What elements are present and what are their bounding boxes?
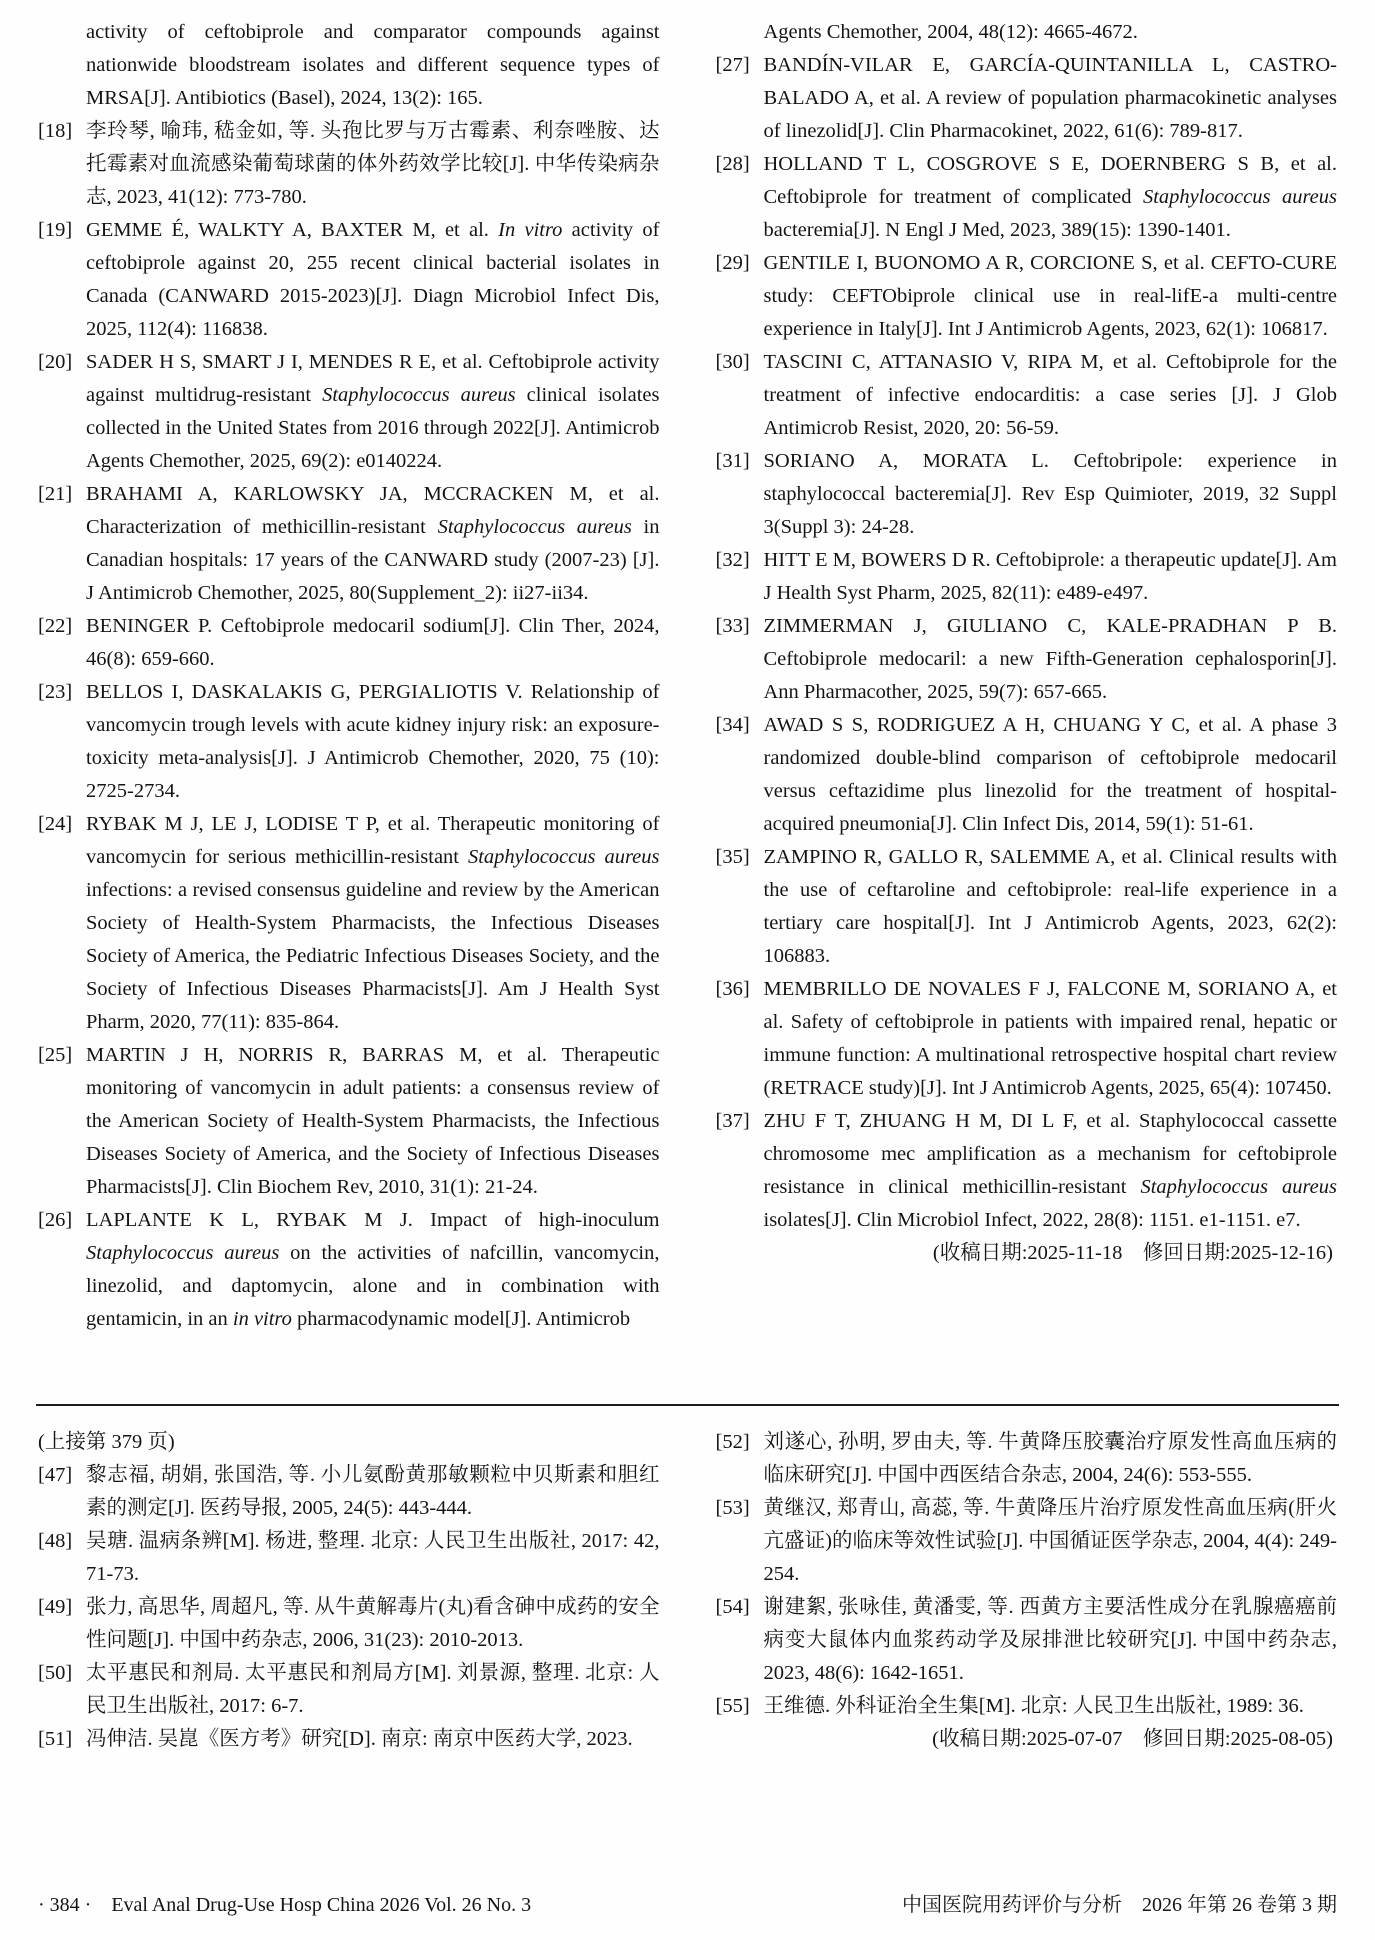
reference-item xyxy=(716,1690,1338,1723)
reference-number: [28] xyxy=(715,153,750,175)
bottom-right-column xyxy=(716,1426,1338,1756)
reference-number: [18] xyxy=(38,120,73,142)
reference-item xyxy=(716,16,1338,49)
reference-item xyxy=(38,478,660,610)
reference-text: 太平惠民和剂局. 太平惠民和剂局方[M]. 刘景源, 整理. 北京: 人民卫生出版社, 2017: 6-7. xyxy=(86,1662,660,1717)
reference-text: HOLLAND T L, COSGROVE S E, DOERNBERG S B, et al. Ceftobiprole for treatment of complicated Staphylococcus aureus bacteremia[J]. N Engl J Med, 2023, 389(15): 1390-1401. xyxy=(763,153,1337,241)
bottom-left-column xyxy=(38,1426,660,1756)
reference-item xyxy=(716,148,1338,247)
reference-item xyxy=(716,445,1338,544)
reference-item xyxy=(716,709,1338,841)
reference-number: [55] xyxy=(715,1695,750,1717)
reference-number: [22] xyxy=(38,615,73,637)
reference-text: HITT E M, BOWERS D R. Ceftobiprole: a therapeutic update[J]. Am J Health Syst Pharm, 2025, 82(11): e489-e497. xyxy=(763,549,1337,604)
reference-item xyxy=(38,115,660,214)
footer-page-number-journal-en: · 384 · Eval Anal Drug-Use Hosp China 2026 Vol. 26 No. 3 xyxy=(38,1894,532,1916)
reference-text: ZHU F T, ZHUANG H M, DI L F, et al. Staphylococcal cassette chromosome mec amplification as a mechanism for ceftobiprole resistance in clinical methicillin-resistant Staphylococcus aureus isolates[J]. Clin Microbiol Infect, 2022, 28(8): 1151. e1-1151. e7. xyxy=(763,1110,1338,1231)
reference-number: [53] xyxy=(715,1497,750,1519)
received-revised-date-note: (收稿日期:2025-07-07 修回日期:2025-08-05) xyxy=(932,1728,1333,1750)
reference-item xyxy=(38,214,660,346)
reference-number: [20] xyxy=(38,351,73,373)
reference-number: [49] xyxy=(38,1596,73,1618)
reference-number: [31] xyxy=(715,450,750,472)
reference-text: 吴瑭. 温病条辨[M]. 杨进, 整理. 北京: 人民卫生出版社, 2017: 42, 71-73. xyxy=(86,1530,660,1585)
reference-number: [32] xyxy=(715,549,750,571)
reference-number xyxy=(38,16,86,115)
reference-number: [21] xyxy=(38,483,73,505)
reference-text: 黄继汉, 郑青山, 高蕊, 等. 牛黄降压片治疗原发性高血压病(肝火亢盛证)的临床等效性试验[J]. 中国循证医学杂志, 2004, 4(4): 249-254. xyxy=(763,1497,1337,1585)
reference-number: [36] xyxy=(715,978,750,1000)
reference-item xyxy=(38,676,660,808)
reference-text: BRAHAMI A, KARLOWSKY JA, MCCRACKEN M, et al. Characterization of methicillin-resistant Staphylococcus aureus in Canadian hospitals: 17 years of the CANWARD study (2007-23) [J]. J Antimicrob Chemother, 2025, 80(Supplement_2): ii27-ii34. xyxy=(86,483,660,604)
received-revised-date-note: (收稿日期:2025-11-18 修回日期:2025-12-16) xyxy=(932,1242,1333,1264)
reference-number: [23] xyxy=(38,681,73,703)
reference-item xyxy=(38,1525,660,1591)
reference-number: [48] xyxy=(38,1530,73,1552)
reference-number: [25] xyxy=(38,1044,73,1066)
reference-text: RYBAK M J, LE J, LODISE T P, et al. Therapeutic monitoring of vancomycin for serious methicillin-resistant Staphylococcus aureus infections: a revised consensus guideline and review by the American Society of Health-System Pharmacists, the Infectious Diseases Society of America, the Pediatric Infectious Diseases Society, and the Society of Infectious Diseases Pharmacists[J]. Am J Health Syst Pharm, 2020, 77(11): 835-864. xyxy=(86,813,660,1033)
reference-text: TASCINI C, ATTANASIO V, RIPA M, et al. Ceftobiprole for the treatment of infective endocarditis: a case series [J]. J Glob Antimicrob Resist, 2020, 20: 56-59. xyxy=(763,351,1337,439)
reference-number: [37] xyxy=(715,1110,750,1132)
reference-item xyxy=(716,346,1338,445)
reference-number: [24] xyxy=(38,813,73,835)
reference-item xyxy=(716,544,1338,610)
reference-item xyxy=(716,247,1338,346)
reference-item xyxy=(38,1204,660,1336)
reference-text: BENINGER P. Ceftobiprole medocaril sodium[J]. Clin Ther, 2024, 46(8): 659-660. xyxy=(86,615,660,670)
reference-number: [52] xyxy=(715,1431,750,1453)
reference-text: 刘遂心, 孙明, 罗由夫, 等. 牛黄降压胶囊治疗原发性高血压病的临床研究[J]. 中国中西医结合杂志, 2004, 24(6): 553-555. xyxy=(763,1431,1337,1486)
reference-number: [19] xyxy=(38,219,73,241)
reference-number: [27] xyxy=(715,54,750,76)
reference-text: 张力, 高思华, 周超凡, 等. 从牛黄解毒片(丸)看含砷中成药的安全性问题[J]. 中国中药杂志, 2006, 31(23): 2010-2013. xyxy=(86,1596,660,1651)
reference-text: 李玲琴, 喻玮, 嵇金如, 等. 头孢比罗与万古霉素、利奈唑胺、达托霉素对血流感染葡萄球菌的体外药效学比较[J]. 中华传染病杂志, 2023, 41(12): 773-780. xyxy=(86,120,660,208)
reference-number: [50] xyxy=(38,1662,73,1684)
top-left-column xyxy=(38,16,660,1390)
reference-text: BELLOS I, DASKALAKIS G, PERGIALIOTIS V. Relationship of vancomycin trough levels with acute kidney injury risk: an exposure-toxicity meta-analysis[J]. J Antimicrob Chemother, 2020, 75 (10): 2725-2734. xyxy=(86,681,660,802)
reference-item xyxy=(716,49,1338,148)
top-right-column xyxy=(716,16,1338,1390)
reference-text: MARTIN J H, NORRIS R, BARRAS M, et al. Therapeutic monitoring of vancomycin in adult patients: a consensus review of the American Society of Health-System Pharmacists, the Infectious Diseases Society of America, and the Society of Infectious Diseases Pharmacists[J]. Clin Biochem Rev, 2010, 31(1): 21-24. xyxy=(86,1044,660,1198)
reference-text: 谢建絮, 张咏佳, 黄潘雯, 等. 西黄方主要活性成分在乳腺癌癌前病变大鼠体内血浆药动学及尿排泄比较研究[J]. 中国中药杂志, 2023, 48(6): 1642-1651. xyxy=(763,1596,1337,1684)
reference-text: GENTILE I, BUONOMO A R, CORCIONE S, et al. CEFTO-CURE study: CEFTObiprole clinical use in real-lifE-a multi-centre experience in Italy[J]. Int J Antimicrob Agents, 2023, 62(1): 106817. xyxy=(763,252,1337,340)
reference-item xyxy=(38,1657,660,1723)
page-footer xyxy=(38,1892,1337,1918)
reference-number: [47] xyxy=(38,1464,73,1486)
reference-text: SADER H S, SMART J I, MENDES R E, et al. Ceftobiprole activity against multidrug-resistant Staphylococcus aureus clinical isolates collected in the United States from 2016 through 2022[J]. Antimicrob Agents Chemother, 2025, 69(2): e0140224. xyxy=(86,351,660,472)
reference-text: GEMME É, WALKTY A, BAXTER M, et al. In vitro activity of ceftobiprole against 20, 255 recent clinical bacterial isolates in Canada (CANWARD 2015-2023)[J]. Diagn Microbiol Infect Dis, 2025, 112(4): 116838. xyxy=(86,219,660,340)
reference-number: [29] xyxy=(715,252,750,274)
reference-item xyxy=(38,1591,660,1657)
reference-number: [54] xyxy=(715,1596,750,1618)
reference-number: [35] xyxy=(715,846,750,868)
reference-number xyxy=(716,16,764,49)
reference-text: 黎志福, 胡娟, 张国浩, 等. 小儿氨酚黄那敏颗粒中贝斯素和胆红素的测定[J]. 医药导报, 2005, 24(5): 443-444. xyxy=(86,1464,660,1519)
reference-number: [33] xyxy=(715,615,750,637)
reference-item xyxy=(716,841,1338,973)
reference-number: [51] xyxy=(38,1728,73,1750)
reference-number: [30] xyxy=(715,351,750,373)
reference-number: [34] xyxy=(715,714,750,736)
reference-text: LAPLANTE K L, RYBAK M J. Impact of high-inoculum Staphylococcus aureus on the activities of nafcillin, vancomycin, linezolid, and daptomycin, alone and in combination with gentamicin, in an in vitro pharmacodynamic model[J]. Antimicrob xyxy=(86,1209,660,1330)
reference-item xyxy=(38,346,660,478)
reference-item xyxy=(716,610,1338,709)
reference-text: Agents Chemother, 2004, 48(12): 4665-4672. xyxy=(763,21,1138,43)
reference-item xyxy=(38,1039,660,1204)
continued-from-page-note: (上接第 379 页) xyxy=(38,1431,175,1453)
reference-number: [26] xyxy=(38,1209,73,1231)
reference-item xyxy=(716,1105,1338,1237)
reference-item xyxy=(716,1426,1338,1492)
reference-item xyxy=(38,16,660,115)
reference-item xyxy=(38,808,660,1039)
reference-item xyxy=(716,973,1338,1105)
reference-text: activity of ceftobiprole and comparator compounds against nationwide bloodstream isolates and different sequence types of MRSA[J]. Antibiotics (Basel), 2024, 13(2): 165. xyxy=(86,21,660,109)
reference-item xyxy=(716,1591,1338,1690)
references-section-continued xyxy=(0,1406,1375,1756)
reference-text: ZIMMERMAN J, GIULIANO C, KALE-PRADHAN P B. Ceftobiprole medocaril: a new Fifth-Generation cephalosporin[J]. Ann Pharmacother, 2025, 59(7): 657-665. xyxy=(763,615,1337,703)
reference-item xyxy=(38,610,660,676)
reference-item xyxy=(716,1492,1338,1591)
reference-text: BANDÍN-VILAR E, GARCÍA-QUINTANILLA L, CASTRO-BALADO A, et al. A review of population pharmacokinetic analyses of linezolid[J]. Clin Pharmacokinet, 2022, 61(6): 789-817. xyxy=(763,54,1337,142)
reference-text: 冯伸洁. 吴崑《医方考》研究[D]. 南京: 南京中医药大学, 2023. xyxy=(86,1728,633,1750)
reference-text: ZAMPINO R, GALLO R, SALEMME A, et al. Clinical results with the use of ceftaroline and ceftobiprole: real-life experience in a tertiary care hospital[J]. Int J Antimicrob Agents, 2023, 62(2): 106883. xyxy=(763,846,1337,967)
reference-item xyxy=(38,1459,660,1525)
reference-item xyxy=(38,1723,660,1756)
footer-journal-cn-issue: 中国医院用药评价与分析 2026 年第 26 卷第 3 期 xyxy=(902,1894,1337,1916)
reference-text: MEMBRILLO DE NOVALES F J, FALCONE M, SORIANO A, et al. Safety of ceftobiprole in patients with impaired renal, hepatic or immune function: A multinational retrospective hospital chart review (RETRACE study)[J]. Int J Antimicrob Agents, 2025, 65(4): 107450. xyxy=(763,978,1337,1099)
reference-text: SORIANO A, MORATA L. Ceftobripole: experience in staphylococcal bacteremia[J]. Rev Esp Quimioter, 2019, 32 Suppl 3(Suppl 3): 24-28. xyxy=(763,450,1337,538)
reference-text: 王维德. 外科证治全生集[M]. 北京: 人民卫生出版社, 1989: 36. xyxy=(763,1695,1304,1717)
reference-text: AWAD S S, RODRIGUEZ A H, CHUANG Y C, et al. A phase 3 randomized double-blind comparison of ceftobiprole medocaril versus ceftazidime plus linezolid for the treatment of hospital-acquired pneumonia[J]. Clin Infect Dis, 2014, 59(1): 51-61. xyxy=(763,714,1337,835)
